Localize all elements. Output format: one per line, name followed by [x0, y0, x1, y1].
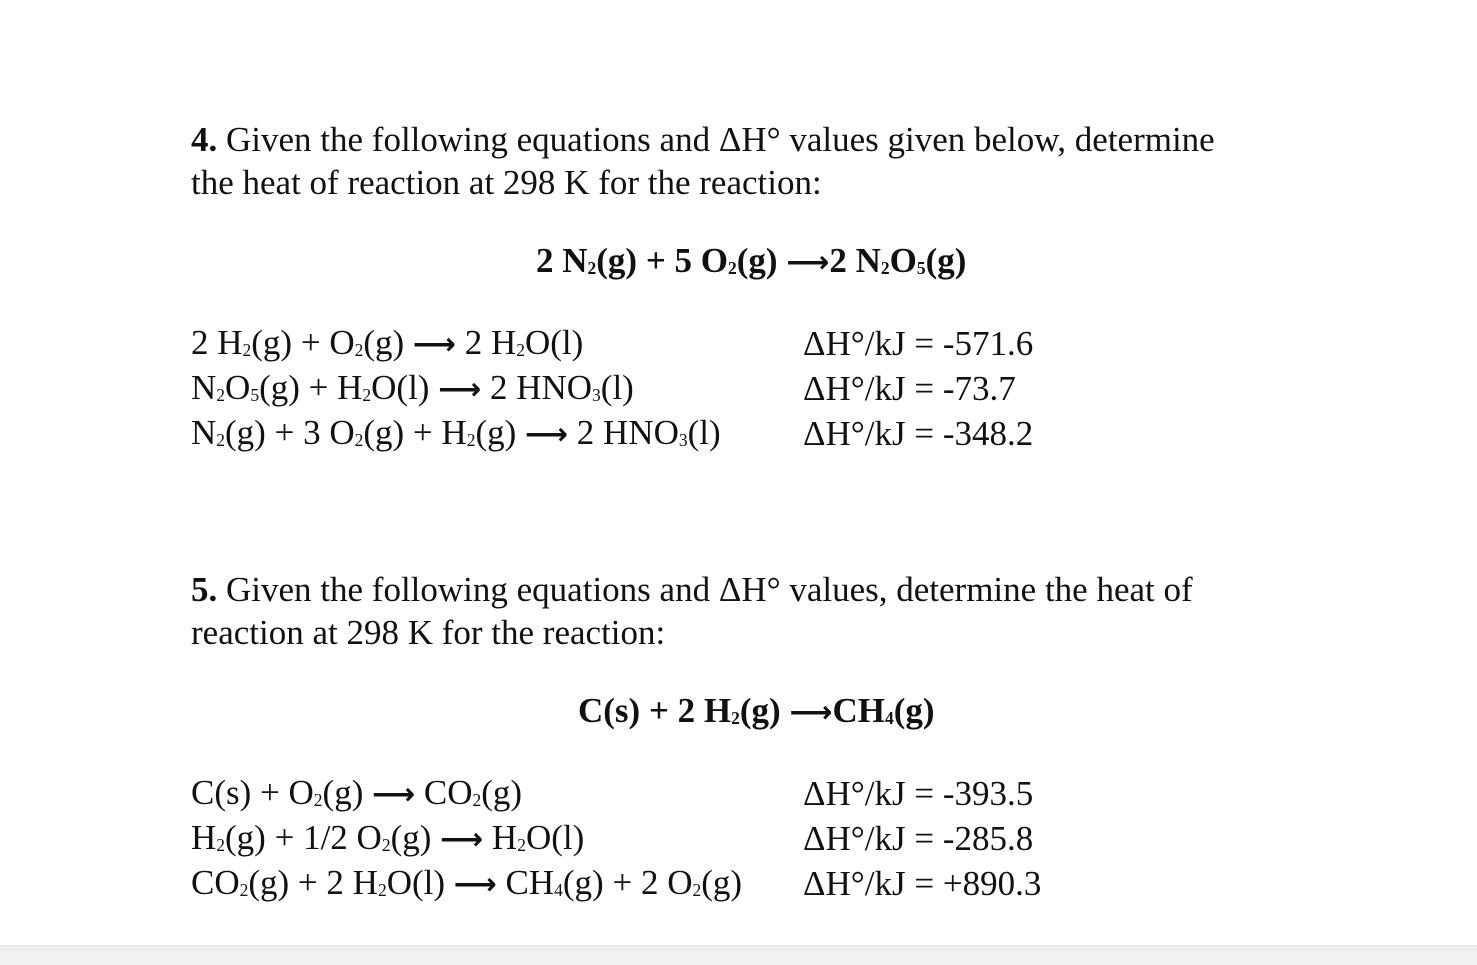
equation-reaction: $CO_2(g) + 2$ $H_2O(l)$ ⟶ $CH_4(g) + 2$ $O_2(g)$: [191, 863, 743, 902]
enthalpy-value: ΔH°/kJ = -571.6: [803, 324, 1034, 363]
problem-5-equations: [191, 771, 1041, 906]
reaction-arrow-icon: ⟶: [412, 327, 456, 362]
reaction-arrow-icon: ⟶: [789, 695, 833, 730]
equation-row: [191, 771, 1041, 816]
subscript: 2: [472, 789, 482, 810]
subscript: 2: [354, 339, 364, 360]
subscript: 3: [678, 429, 688, 450]
subscript: 2: [354, 429, 364, 450]
subscript: 4: [554, 879, 563, 900]
subscript: 5: [916, 257, 926, 278]
reaction-arrow-icon: ⟶: [786, 245, 830, 280]
subscript: 2: [377, 879, 387, 900]
enthalpy-value: ΔH°/kJ = -285.8: [803, 819, 1034, 858]
problem-4: [191, 118, 1341, 204]
equation-row: [191, 411, 1033, 456]
problem-4-prompt-text: Given the following equations and ΔH° values given below, determine the heat of reaction at 298 K for the reaction:: [191, 120, 1215, 202]
reaction-arrow-icon: ⟶: [372, 777, 416, 812]
equation-row: [191, 366, 1033, 411]
subscript: 2: [516, 339, 525, 360]
subscript: 2: [216, 429, 226, 450]
subscript: 3: [592, 384, 601, 405]
enthalpy-value: ΔH°/kJ = -348.2: [803, 414, 1034, 453]
problem-5-prompt-text: Given the following equations and ΔH° values, determine the heat of reaction at 298 K for the reaction:: [191, 570, 1193, 652]
subscript: 2: [728, 257, 737, 278]
problem-5: [191, 568, 1341, 654]
subscript: 2: [242, 339, 252, 360]
subscript: 2: [216, 834, 226, 855]
problem-5-target-reaction: C(s) + 2 $H_2(g)$ $⟶CH_4(g)$: [578, 691, 935, 730]
equation-reaction: $N_2O_5(g) + H_2O(l)$ ⟶ 2 $HNO_3(l)$: [191, 368, 634, 407]
enthalpy-value: ΔH°/kJ = -73.7: [803, 369, 1016, 408]
equation-reaction: 2 $H_2(g) + O_2(g)$ ⟶ 2 $H_2O(l)$: [191, 323, 584, 362]
reaction-arrow-icon: ⟶: [453, 867, 497, 902]
enthalpy-value: ΔH°/kJ = +890.3: [803, 864, 1042, 903]
equation-row: [191, 861, 1041, 906]
equation-reaction: $N_2(g) + 3$ $O_2(g) + H_2(g)$ ⟶ 2 $HNO_3(l)$: [191, 413, 721, 452]
equation-row: [191, 321, 1033, 366]
subscript: 5: [250, 384, 260, 405]
bottom-scroll-bar[interactable]: [0, 945, 1477, 965]
subscript: 2: [362, 384, 372, 405]
problem-4-number: 4.: [191, 120, 218, 159]
subscript: 2: [381, 834, 391, 855]
subscript: 2: [587, 257, 597, 278]
problem-5-prompt: [191, 568, 1341, 654]
reaction-arrow-icon: ⟶: [525, 417, 569, 452]
problem-4-equations: [191, 321, 1033, 456]
problem-4-prompt: [191, 118, 1341, 204]
subscript: 2: [880, 257, 890, 278]
equation-reaction: $H_2(g) + 1/2$ $O_2(g)$ ⟶ $H_2O(l)$: [191, 818, 585, 857]
problem-5-number: 5.: [191, 570, 218, 609]
equation-row: [191, 816, 1041, 861]
subscript: 2: [239, 879, 249, 900]
problem-4-target-reaction: 2 $N_2(g) + 5$ $O_2(g)$ ⟶2 $N_2O_5(g)$: [536, 241, 967, 280]
subscript: 2: [216, 384, 226, 405]
equation-reaction: $C(s) + O_2(g)$ ⟶ $CO_2(g)$: [191, 773, 523, 812]
reaction-arrow-icon: ⟶: [438, 372, 482, 407]
enthalpy-value: ΔH°/kJ = -393.5: [803, 774, 1034, 813]
subscript: 2: [313, 789, 323, 810]
subscript: 2: [692, 879, 702, 900]
reaction-arrow-icon: ⟶: [440, 822, 484, 857]
subscript: 2: [731, 707, 740, 728]
subscript: 4: [884, 707, 894, 728]
subscript: 2: [466, 429, 476, 450]
subscript: 2: [517, 834, 526, 855]
